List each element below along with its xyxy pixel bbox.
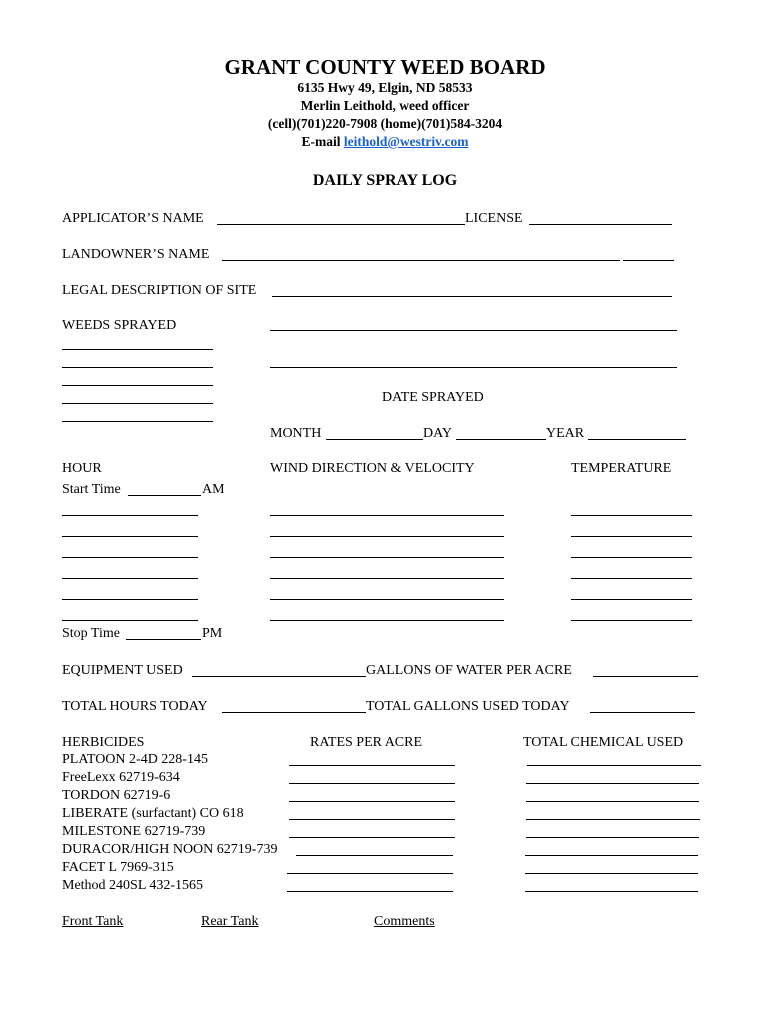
hour-line-1[interactable] [62, 515, 198, 516]
herbicide-item: PLATOON 2-4D 228-145 [62, 752, 208, 767]
date-sprayed-label: DATE SPRAYED [382, 390, 484, 405]
rate-line-8[interactable] [287, 891, 453, 892]
rear-tank-label: Rear Tank [201, 914, 259, 929]
total-gallons-field[interactable] [590, 712, 695, 713]
total-hours-field[interactable] [222, 712, 366, 713]
hour-line-3[interactable] [62, 557, 198, 558]
legal-description-label: LEGAL DESCRIPTION OF SITE [62, 283, 257, 298]
legal-description-field-2[interactable] [270, 330, 677, 331]
herbicides-header: HERBICIDES [62, 735, 145, 750]
total-chemical-line-7[interactable] [525, 873, 698, 874]
day-label: DAY [423, 426, 453, 441]
weed-line-2[interactable] [62, 367, 213, 368]
start-time-label: Start Time [62, 482, 121, 497]
email-line [0, 133, 770, 151]
wind-line-6[interactable] [270, 620, 504, 621]
herbicide-item: FACET L 7969-315 [62, 860, 174, 875]
temperature-line-3[interactable] [571, 557, 692, 558]
phone-numbers: (cell)(701)220-7908 (home)(701)584-3204 [267, 116, 503, 131]
hour-line-4[interactable] [62, 578, 198, 579]
license-label: LICENSE [465, 211, 523, 226]
temperature-line-5[interactable] [571, 599, 692, 600]
temperature-line-4[interactable] [571, 578, 692, 579]
applicator-field[interactable] [217, 224, 465, 225]
form-title: DAILY SPRAY LOG [312, 172, 458, 189]
license-field[interactable] [529, 224, 672, 225]
org-title: GRANT COUNTY WEED BOARD [224, 55, 546, 79]
weed-line-4[interactable] [62, 403, 213, 404]
total-chemical-header: TOTAL CHEMICAL USED [523, 735, 684, 750]
wind-line-3[interactable] [270, 557, 504, 558]
rate-line-3[interactable] [289, 801, 455, 802]
wind-line-4[interactable] [270, 578, 504, 579]
landowner-field[interactable] [222, 260, 620, 261]
total-chemical-line-5[interactable] [526, 837, 699, 838]
equipment-field[interactable] [192, 676, 366, 677]
gallons-water-label: GALLONS OF WATER PER ACRE [366, 663, 572, 678]
weeds-sprayed-label: WEEDS SPRAYED [62, 318, 177, 333]
weed-line-1[interactable] [62, 349, 213, 350]
hour-line-2[interactable] [62, 536, 198, 537]
stop-time-label: Stop Time [62, 626, 120, 641]
day-field[interactable] [456, 439, 546, 440]
wind-line-1[interactable] [270, 515, 504, 516]
temperature-line-6[interactable] [571, 620, 692, 621]
legal-description-field-3[interactable] [270, 367, 677, 368]
am-label: AM [202, 482, 225, 497]
org-address: 6135 Hwy 49, Elgin, ND 58533 [297, 80, 473, 95]
total-chemical-line-3[interactable] [526, 801, 699, 802]
total-chemical-line-4[interactable] [526, 819, 700, 820]
temperature-label: TEMPERATURE [571, 461, 672, 476]
year-field[interactable] [588, 439, 686, 440]
applicator-label: APPLICATOR’S NAME [62, 211, 204, 226]
herbicide-item: DURACOR/HIGH NOON 62719-739 [62, 842, 278, 857]
org-title-wrap [0, 55, 770, 79]
herbicide-item: Method 240SL 432-1565 [62, 878, 204, 893]
wind-label: WIND DIRECTION & VELOCITY [270, 461, 475, 476]
wind-line-5[interactable] [270, 599, 504, 600]
landowner-label: LANDOWNER’S NAME [62, 247, 210, 262]
herbicide-item: MILESTONE 62719-739 [62, 824, 206, 839]
total-chemical-line-8[interactable] [525, 891, 698, 892]
weed-line-3[interactable] [62, 385, 213, 386]
gallons-water-field[interactable] [593, 676, 698, 677]
hour-line-5[interactable] [62, 599, 198, 600]
hour-label: HOUR [62, 461, 102, 476]
rates-header: RATES PER ACRE [310, 735, 423, 750]
month-field[interactable] [326, 439, 423, 440]
rate-line-5[interactable] [289, 837, 455, 838]
year-label: YEAR [546, 426, 585, 441]
total-chemical-line-1[interactable] [527, 765, 701, 766]
rate-line-6[interactable] [296, 855, 453, 856]
month-label: MONTH [270, 426, 322, 441]
front-tank-label: Front Tank [62, 914, 124, 929]
herbicide-item: TORDON 62719-6 [62, 788, 171, 803]
total-hours-label: TOTAL HOURS TODAY [62, 699, 208, 714]
temperature-line-2[interactable] [571, 536, 692, 537]
start-time-field[interactable] [128, 495, 201, 496]
email-label: E-mail [301, 134, 341, 149]
rate-line-2[interactable] [289, 783, 455, 784]
hour-line-6[interactable] [62, 620, 198, 621]
stop-time-field[interactable] [126, 639, 201, 640]
temperature-line-1[interactable] [571, 515, 692, 516]
herbicide-item: LIBERATE (surfactant) CO 618 [62, 806, 244, 821]
rate-line-1[interactable] [289, 765, 455, 766]
total-gallons-label: TOTAL GALLONS USED TODAY [366, 699, 570, 714]
equipment-label: EQUIPMENT USED [62, 663, 183, 678]
total-chemical-line-6[interactable] [525, 855, 698, 856]
email-link[interactable]: leithold@westriv.com [343, 134, 469, 149]
weed-officer: Merlin Leithold, weed officer [300, 98, 470, 113]
weed-line-5[interactable] [62, 421, 213, 422]
rate-line-7[interactable] [287, 873, 453, 874]
herbicide-item: FreeLexx 62719-634 [62, 770, 180, 785]
pm-label: PM [202, 626, 223, 641]
total-chemical-line-2[interactable] [526, 783, 699, 784]
rate-line-4[interactable] [289, 819, 455, 820]
wind-line-2[interactable] [270, 536, 504, 537]
landowner-field-extra[interactable] [623, 260, 674, 261]
comments-label: Comments [374, 914, 435, 929]
legal-description-field[interactable] [272, 296, 672, 297]
